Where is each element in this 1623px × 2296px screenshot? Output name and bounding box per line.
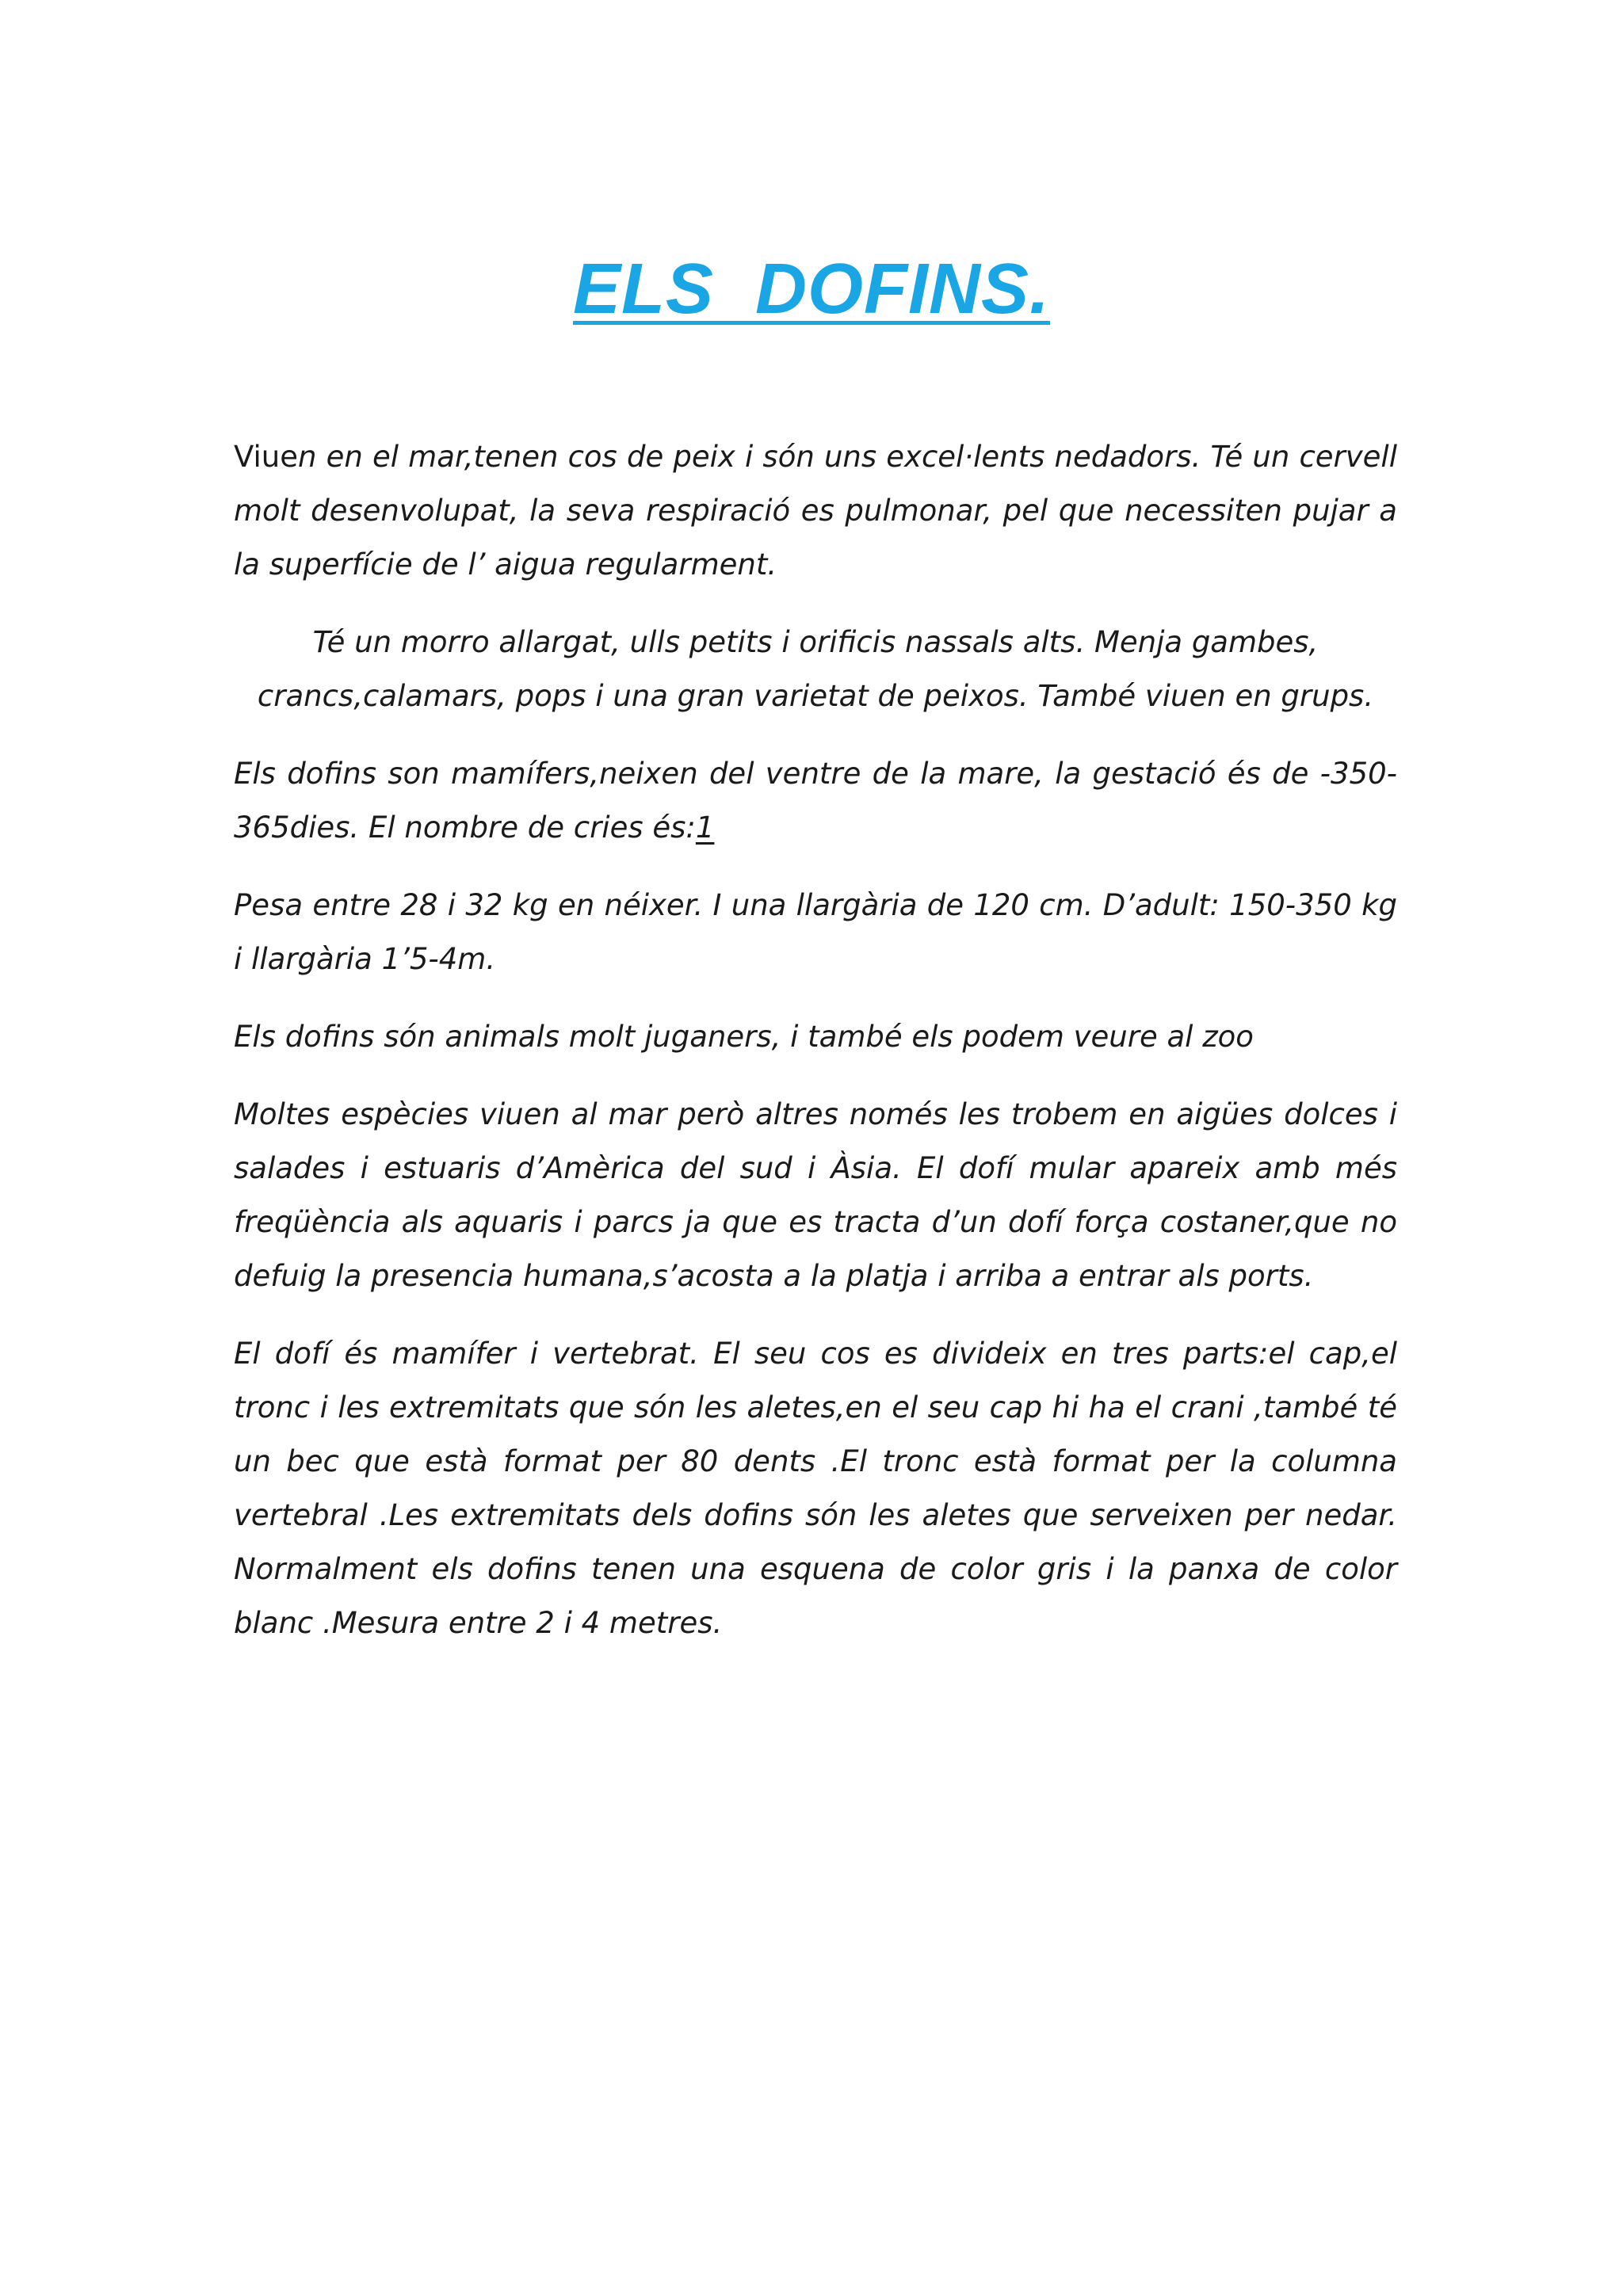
paragraph-habitat xyxy=(234,430,1397,592)
page-title: ELS DOFINS. xyxy=(572,250,1051,330)
paragraph-species: Moltes espècies viuen al mar però altres només les trobem en aigües dolces i salades i estuaris d’Amèrica del sud i Àsia. El dofí mular apareix amb més freqüència als aquaris i parcs ja que es tracta d’un dofí força costaner,que no defuig la presencia humana,s’acosta a la platja i arriba a entrar als ports. xyxy=(234,1097,1397,1293)
paragraph-behaviour: Els dofins són animals molt juganers, i també els podem veure al zoo xyxy=(234,1020,1254,1054)
paragraph-size: Pesa entre 28 i 32 kg en néixer. I una llargària de 120 cm. D’adult: 150-350 kg i llargària 1’5-4m. xyxy=(234,888,1397,976)
offspring-count: 1 xyxy=(695,810,715,845)
paragraph-anatomy-diet: Té un morro allargat, ulls petits i orificis nassals alts. Menja gambes, crancs,calamars, pops i una gran varietat de peixos. També viuen en grups. xyxy=(257,625,1374,713)
paragraph-reproduction-text: Els dofins son mamífers,neixen del ventre de la mare, la gestació és de -350-365dies. El nombre de cries és: xyxy=(234,757,1397,845)
document-body xyxy=(234,430,1397,1674)
paragraph-habitat-lead: Viue xyxy=(234,440,298,474)
paragraph-reproduction xyxy=(234,747,1397,855)
paragraph-habitat-text: n en el mar,tenen cos de peix i són uns excel·lents nedadors. Té un cervell molt desenvolupat, la seva respiració es pulmonar, pel que necessiten pujar a la superfície de l’ aigua regularment. xyxy=(234,440,1397,582)
paragraph-body-structure: El dofí és mamífer i vertebrat. El seu cos es divideix en tres parts:el cap,el tronc i les extremitats que són les aletes,en el seu cap hi ha el crani ,també té un bec que està format per 80 dents .El tronc està format per la columna vertebral .Les extremitats dels dofins són les aletes que serveixen per nedar. Normalment els dofins tenen una esquena de color gris i la panxa de color blanc .Mesura entre 2 i 4 metres. xyxy=(234,1337,1397,1640)
